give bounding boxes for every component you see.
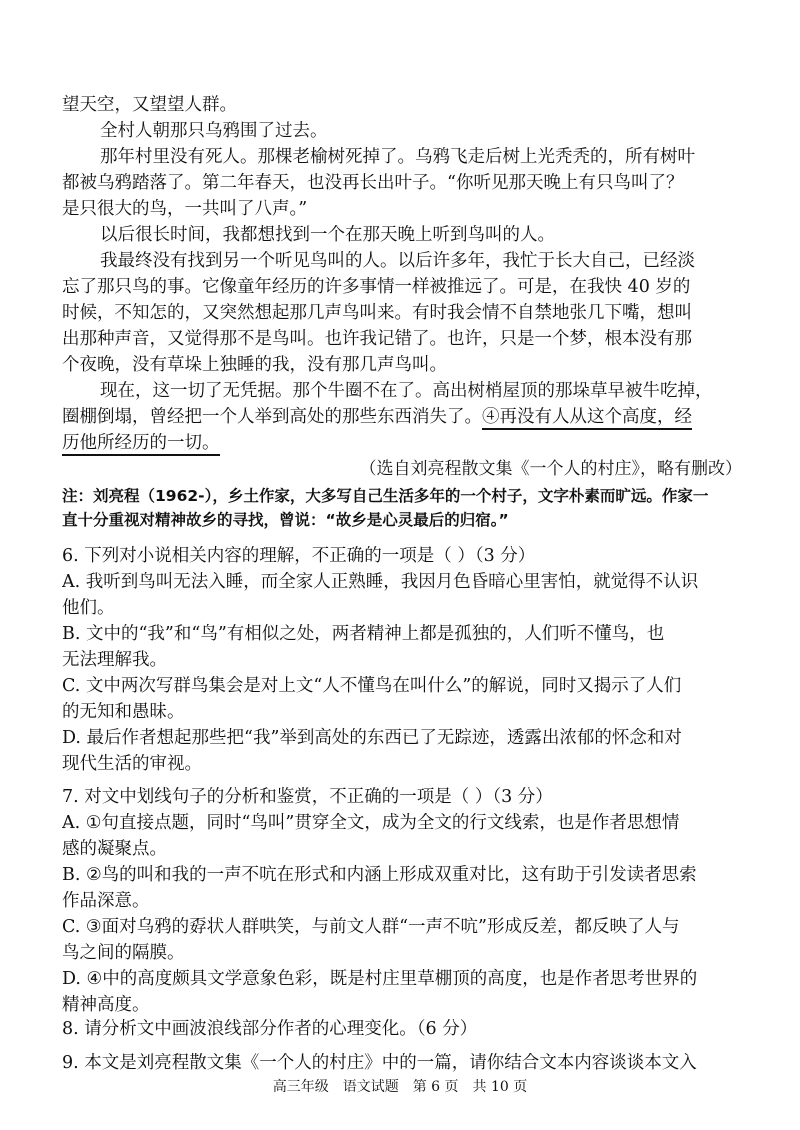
underlined-sentence-4-cont: 历他所经历的一切。 bbox=[62, 433, 220, 456]
q6-option-d: 现代生活的审视。 bbox=[62, 754, 202, 774]
q7-option-c: 鸟之间的隔膜。 bbox=[62, 943, 185, 963]
passage-line: 都被乌鸦踏落了。第二年春天，也没再长出叶子。“你听见那天晚上有只鸟叫了？ bbox=[62, 173, 684, 193]
q7-option-c: C. ③面对乌鸦的孬状人群哄笑，与前文人群“一声不吭”形成反差，都反映了人与 bbox=[62, 917, 680, 937]
passage-line: 时候，不知怎的，又突然想起那几声鸟叫来。有时我会情不自禁地张几下嘴，想叫 bbox=[62, 303, 692, 323]
q7-option-b: 作品深意。 bbox=[62, 891, 150, 911]
passage-line: 以后很长时间，我都想找到一个在那天晚上听到鸟叫的人。 bbox=[100, 225, 555, 245]
passage-line bbox=[62, 404, 738, 430]
q7-option-d: D. ④中的高度颇具文学意象色彩，既是村庄里草棚顶的高度，也是作者思考世界的 bbox=[62, 969, 698, 989]
source-citation: （选自刘亮程散文集《一个人的村庄》，略有删改） bbox=[359, 459, 742, 479]
q6-option-c: 的无知和愚昧。 bbox=[62, 702, 185, 722]
page-footer: 高三年级 语文试题 第 6 页 共 10 页 bbox=[272, 1079, 528, 1095]
underlined-sentence-4: ④再没有人从这个高度，经 bbox=[482, 407, 692, 430]
passage-line: 现在，这一切了无凭据。那个牛圈不在了。高出树梢屋顶的那垛草早被牛吃掉， bbox=[100, 381, 713, 401]
passage-line: 望天空，又望望人群。 bbox=[62, 95, 237, 115]
passage-line bbox=[62, 430, 738, 456]
passage-text: 圈棚倒塌，曾经把一个人举到高处的那些东西消失了。 bbox=[62, 407, 482, 427]
passage-line: 忘了那只鸟的事。它像童年经历的许多事情一样被推远了。可是，在我快 40 岁的 bbox=[62, 277, 691, 297]
passage-line: 个夜晚，没有草垛上独睡的我，没有那几声鸟叫。 bbox=[62, 355, 447, 375]
q6-option-b: B. 文中的“我”和“鸟”有相似之处，两者精神上都是孤独的，人们听不懂鸟，也 bbox=[62, 624, 665, 644]
passage-line: 是只很大的鸟，一共叫了八声。” bbox=[62, 199, 308, 219]
q7-option-a: A. ①句直接点题，同时“鸟叫”贯穿全文，成为全文的行文线索，也是作者思想情 bbox=[62, 813, 680, 833]
q7-option-d: 精神高度。 bbox=[62, 995, 150, 1015]
question-6-stem: 6. 下列对小说相关内容的理解，不正确的一项是（ ）（3 分） bbox=[62, 546, 536, 566]
question-8: 8. 请分析文中画波浪线部分作者的心理变化。（6 分） bbox=[62, 1019, 478, 1039]
question-7-stem: 7. 对文中划线句子的分析和鉴赏，不正确的一项是（ ）（3 分） bbox=[62, 787, 553, 807]
passage-line: 全村人朝那只乌鸦围了过去。 bbox=[100, 121, 328, 141]
passage-line: 出那种声音，又觉得那不是鸟叫。也许我记错了。也许，只是一个梦，根本没有那 bbox=[62, 329, 692, 349]
q6-option-b: 无法理解我。 bbox=[62, 650, 167, 670]
question-9: 9. 本文是刘亮程散文集《一个人的村庄》中的一篇，请你结合文本内容谈谈本文入 bbox=[62, 1053, 697, 1073]
author-note: 直十分重视对精神故乡的寻找，曾说：“故乡是心灵最后的归宿。” bbox=[62, 511, 509, 529]
q6-option-c: C. 文中两次写群鸟集会是对上文“人不懂鸟在叫什么”的解说，同时又揭示了人们 bbox=[62, 676, 682, 696]
q6-option-d: D. 最后作者想起那些把“我”举到高处的东西已了无踪迹，透露出浓郁的怀念和对 bbox=[62, 728, 682, 748]
q6-option-a: A. 我听到鸟叫无法入睡，而全家人正熟睡，我因月色昏暗心里害怕，就觉得不认识 bbox=[62, 572, 699, 592]
passage-line: 那年村里没有死人。那棵老榆树死掉了。乌鸦飞走后树上光秃秃的，所有树叶 bbox=[100, 147, 695, 167]
q7-option-b: B. ②鸟的叫和我的一声不吭在形式和内涵上形成双重对比，这有助于引发读者思索 bbox=[62, 865, 697, 885]
passage-line: 我最终没有找到另一个听见鸟叫的人。以后许多年，我忙于长大自己，已经淡 bbox=[100, 251, 695, 271]
q7-option-a: 感的凝聚点。 bbox=[62, 839, 167, 859]
author-note: 注：刘亮程（1962-），乡土作家，大多写自己生活多年的一个村子，文字朴素而旷远。作家一 bbox=[62, 487, 709, 505]
q6-option-a: 他们。 bbox=[62, 598, 115, 618]
